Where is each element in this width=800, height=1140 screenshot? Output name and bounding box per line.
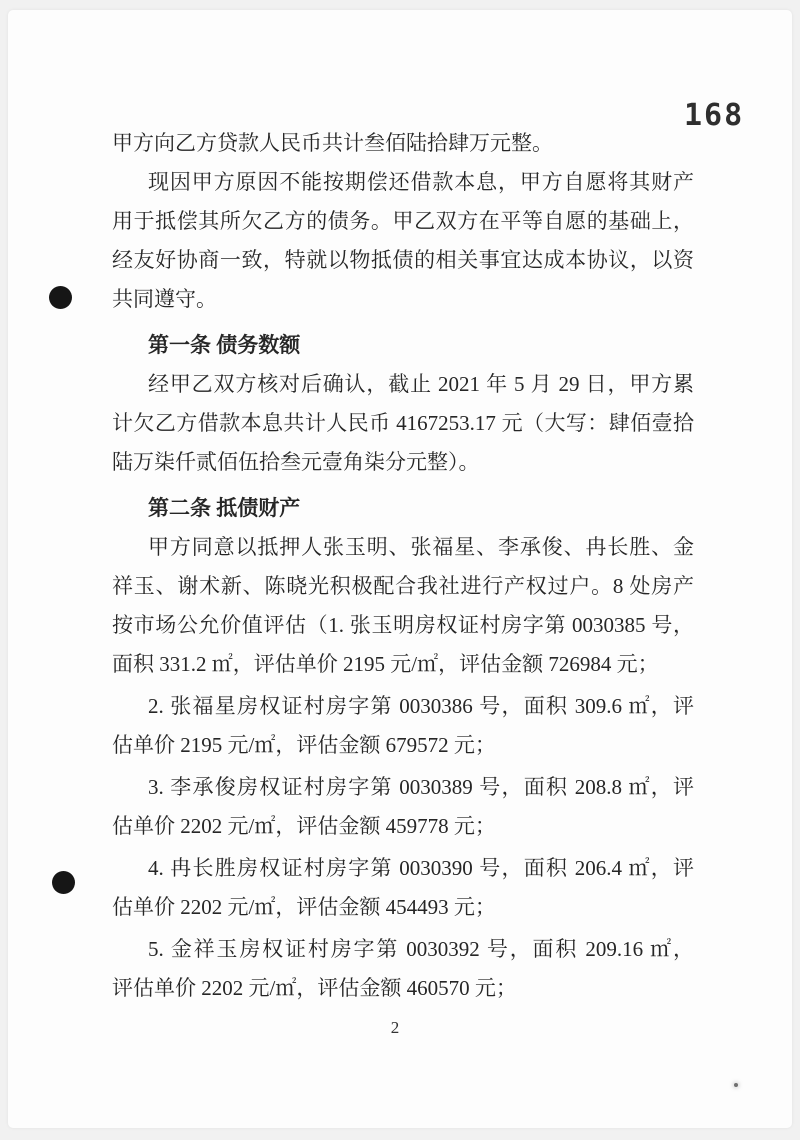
text-line: 现因甲方原因不能按期偿还借款本息，甲方自愿将其财产 [148, 170, 694, 194]
text-line: 甲方向乙方贷款人民币共计叁佰陆拾肆万元整。 [112, 131, 553, 155]
document-body [112, 124, 694, 1008]
text-line: 计欠乙方借款本息共计人民币 4167253.17 元（大写：肆佰壹拾 [112, 411, 694, 435]
scan-speck [734, 1083, 738, 1087]
text-line: 面积 331.2 ㎡，评估单价 2195 元/㎡，评估金额 726984 元； [112, 652, 659, 676]
text-line: 估单价 2195 元/㎡，评估金额 679572 元； [112, 733, 496, 757]
document-page [8, 10, 792, 1128]
hole-punch-mark-bottom [52, 871, 75, 894]
text-line: 共同遵守。 [112, 287, 217, 311]
text-line: 估单价 2202 元/㎡，评估金额 459778 元； [112, 814, 496, 838]
text-line: 3. 李承俊房权证村房字第 0030389 号，面积 208.8 ㎡，评 [148, 775, 694, 799]
folio-number: 168 [684, 98, 745, 133]
text-line: 评估单价 2202 元/㎡，评估金额 460570 元； [112, 976, 517, 1000]
text-line: 甲方同意以抵押人张玉明、张福星、李承俊、冉长胜、金 [148, 535, 694, 559]
section-heading: 第一条 债务数额 [148, 333, 301, 357]
hole-punch-mark-top [49, 286, 72, 309]
page-number: 2 [390, 1018, 400, 1037]
text-line: 用于抵偿其所欠乙方的债务。甲乙双方在平等自愿的基础上， [112, 209, 694, 233]
text-line: 祥玉、谢术新、陈晓光积极配合我社进行产权过户。8 处房产 [112, 574, 694, 598]
text-line: 陆万柒仟贰佰伍拾叁元壹角柒分元整）。 [112, 450, 480, 474]
text-line: 经友好协商一致，特就以物抵债的相关事宜达成本协议，以资 [112, 248, 694, 272]
text-line: 经甲乙双方核对后确认，截止 2021 年 5 月 29 日，甲方累 [148, 372, 694, 396]
text-line: 5. 金祥玉房权证村房字第 0030392 号，面积 209.16 ㎡， [148, 937, 694, 961]
section-heading: 第二条 抵债财产 [148, 496, 301, 520]
text-line: 2. 张福星房权证村房字第 0030386 号，面积 309.6 ㎡，评 [148, 694, 694, 718]
text-line: 4. 冉长胜房权证村房字第 0030390 号，面积 206.4 ㎡，评 [148, 856, 694, 880]
text-line: 估单价 2202 元/㎡，评估金额 454493 元； [112, 895, 496, 919]
text-line: 按市场公允价值评估（1. 张玉明房权证村房字第 0030385 号， [112, 613, 694, 637]
